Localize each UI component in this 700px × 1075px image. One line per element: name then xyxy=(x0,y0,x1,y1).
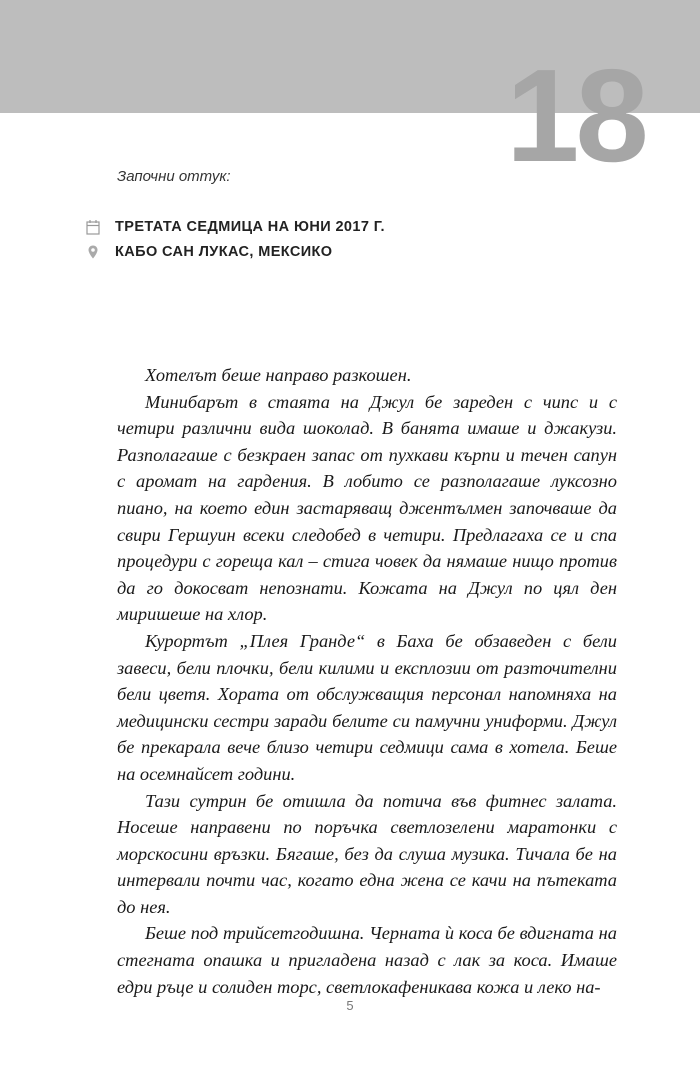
location-line xyxy=(85,241,332,263)
date-line xyxy=(85,216,385,238)
location-text: КАБО САН ЛУКАС, МЕКСИКО xyxy=(115,244,333,260)
paragraph: Тази сутрин бе отишла да потича във фитнес залата. Носеше направени по поръчка светлозелени маратонки с морскосини връзки. Бягаше, без да слуша музика. Тичала бе на интервали почти час, когато една жена се качи на пътеката до нея. xyxy=(117,790,617,917)
chapter-number: 18 xyxy=(506,42,645,189)
paragraph: Курортът „Плея Гранде“ в Баха бе обзаведен с бели завеси, бели плочки, бели килими и експлозии от разточителни бели цветя. Хората от обслужващия персонал напомняха на медицински сестри заради белите си памучни униформи. Джул бе прекарала вече близо четири седмици сама в хотела. Беше на осемнайсет години. xyxy=(117,630,617,784)
calendar-icon xyxy=(85,219,101,235)
paragraph: Беше под трийсетгодишна. Черната ѝ коса бе вдигната на стегната опашка и пригладена назад с лак за коса. Имаше едри ръце и солиден торс, светлокафеникава кожа и леко на- xyxy=(117,923,617,997)
body-text xyxy=(117,362,617,1000)
start-from-label: Започни оттук: xyxy=(117,168,231,185)
date-text: ТРЕТАТА СЕДМИЦА НА ЮНИ 2017 Г. xyxy=(115,219,385,235)
paragraph: Минибарът в стаята на Джул бе зареден с чипс и с четири различни вида шоколад. В банята имаше и джакузи. Разполагаше с безкраен запас от пухкави кърпи и течен сапун с аромат на гардения. В лобито се разполагаше луксозно пиано, на което един застаряващ джентълмен започваше да свири Гершуин всеки следобед в четири. Предлагаха се и спа процедури с гореща кал – стига човек да нямаше нищо против да го докосват непознати. Кожата на Джул по цял ден миришеше на хлор. xyxy=(117,391,617,625)
paragraph: Хотелът беше направо разкошен. xyxy=(145,365,412,385)
page-number: 5 xyxy=(346,998,354,1013)
location-pin-icon xyxy=(85,244,101,260)
